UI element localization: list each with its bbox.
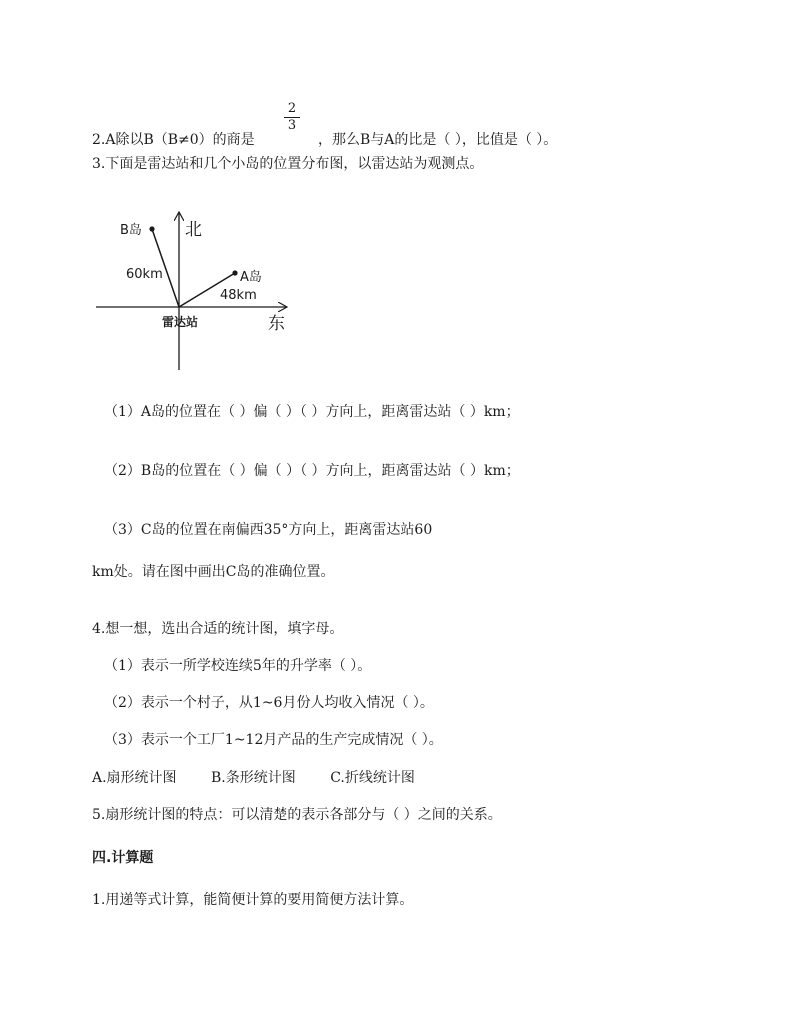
fraction-two-thirds <box>284 102 300 133</box>
option-a: A.扇形统计图 <box>92 770 177 786</box>
q3-stem: 3.下面是雷达站和几个小岛的位置分布图，以雷达站为观测点。 <box>92 156 484 172</box>
q3-sub2: （2）B岛的位置在（ ）偏（ ）（ ）方向上，距离雷达站（ ）km； <box>104 463 520 479</box>
q4-stem: 4.想一想，选出合适的统计图，填字母。 <box>92 621 344 637</box>
distance-a-label: 48km <box>220 288 257 303</box>
island-a-label: A岛 <box>240 270 262 285</box>
island-b-point <box>149 226 154 231</box>
q3-sub3-line1: （3）C岛的位置在南偏西35°方向上，距离雷达站60 <box>104 522 433 538</box>
q5-text: 5.扇形统计图的特点：可以清楚的表示各部分与（ ）之间的关系。 <box>92 807 502 823</box>
option-c: C.折线统计图 <box>330 770 415 786</box>
option-b: B.条形统计图 <box>211 770 296 786</box>
radar-station-label: 雷达站 <box>162 315 199 329</box>
island-b-label: B岛 <box>120 223 142 238</box>
radar-position-diagram <box>92 205 302 375</box>
q2-text-after: ，那么B与A的比是（ ），比值是（ ）。 <box>318 132 558 148</box>
q4-sub2: （2）表示一个村子，从1~6月份人均收入情况（ ）。 <box>104 695 434 711</box>
q3-sub3-line2: km处。请在图中画出C岛的准确位置。 <box>92 564 335 580</box>
island-a-point <box>232 270 237 275</box>
q4-sub3: （3）表示一个工厂1~12月产品的生产完成情况（ ）。 <box>104 732 443 748</box>
q4-sub1: （1）表示一所学校连续5年的升学率（ ）。 <box>104 658 372 674</box>
q3-sub1: （1）A岛的位置在（ ）偏（ ）（ ）方向上，距离雷达站（ ）km； <box>104 404 520 420</box>
north-label: 北 <box>185 220 202 240</box>
distance-b-label: 60km <box>126 267 163 282</box>
east-label: 东 <box>268 314 285 334</box>
section-four-title: 四.计算题 <box>92 850 154 866</box>
fraction-numerator: 2 <box>287 101 297 116</box>
calc-q1: 1.用递等式计算，能简便计算的要用简便方法计算。 <box>92 892 414 908</box>
q2-text-before: 2.A除以B（B≠0）的商是 <box>92 132 255 148</box>
fraction-denominator: 3 <box>287 118 297 133</box>
q4-options <box>92 769 445 787</box>
